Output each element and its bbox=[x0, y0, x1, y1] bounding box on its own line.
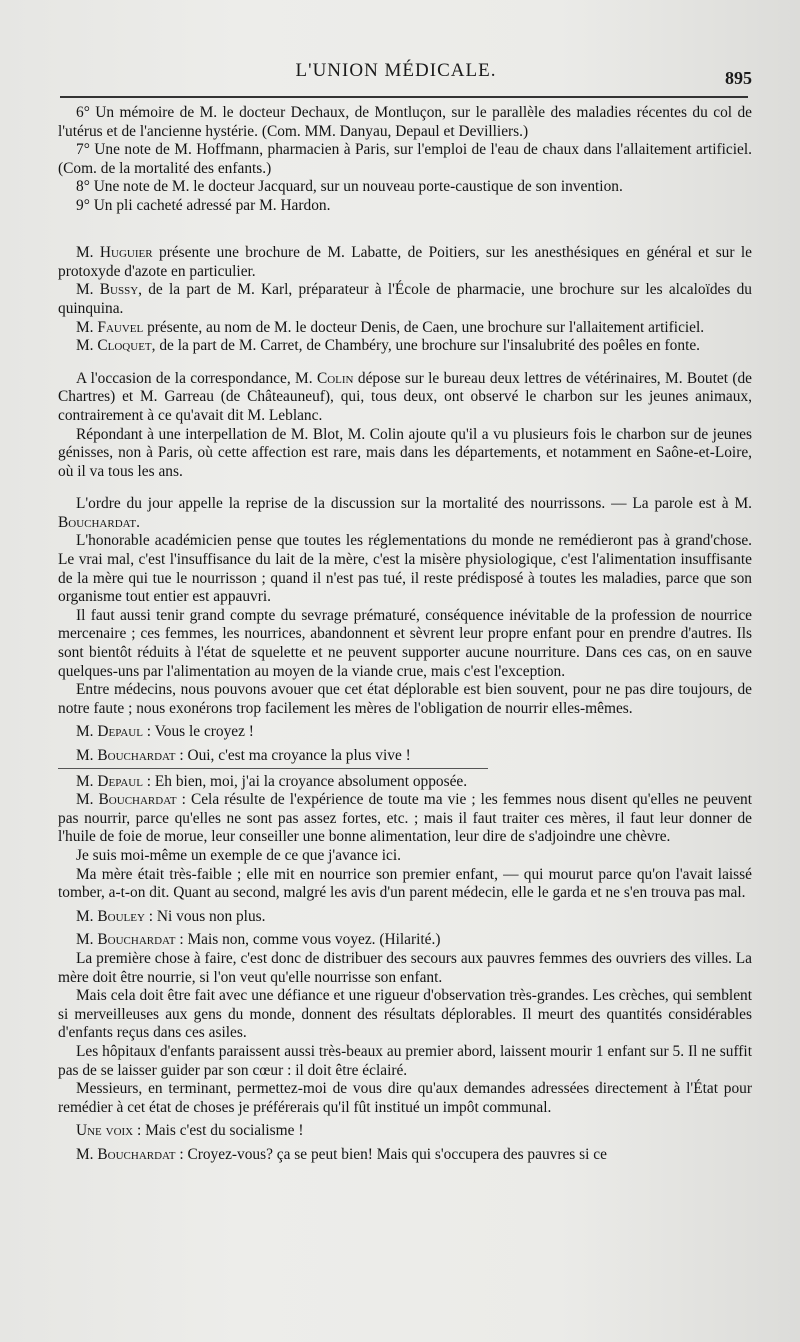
paragraph bbox=[58, 426, 752, 482]
speaker-name: M. Huguier bbox=[76, 244, 153, 262]
speaker-name: M. Cloquet bbox=[76, 337, 152, 355]
paragraph-text: : Vous le croyez ! bbox=[142, 723, 254, 741]
paragraph-text: Il faut aussi tenir grand compte du sevrage prématuré, conséquence inévitable de la profession de nourrice mercenaire ; ces femmes, les nourrices, abandonnent et sèvrent leur propre enfant pour en prendre d'autres. Ils sont bientôt réduits à l'état de squelette et ne peuvent supporter aucune nourriture. Dans ces cas, on en sauve quelques-uns par l'alimentation au moyen de la viande crue, mais c'est l'exception. bbox=[58, 606, 752, 680]
speaker-name: M. Bussy bbox=[76, 281, 139, 299]
paragraph bbox=[58, 244, 752, 281]
speaker-name: Bouchardat bbox=[58, 513, 137, 531]
paragraph-text: : Mais c'est du socialisme ! bbox=[133, 1122, 304, 1140]
paragraph bbox=[58, 337, 752, 356]
paragraph bbox=[58, 104, 752, 141]
paragraph bbox=[58, 141, 752, 178]
speaker-name: M. Bouley bbox=[76, 907, 145, 925]
paragraph-text: Messieurs, en terminant, permettez-moi de vous dire qu'aux demandes adressées directement à l'État pour remédier à cet état de choses je préférerais qu'il fût institué un impôt communal. bbox=[58, 1080, 752, 1116]
paragraph-text: 9° Un pli cacheté adressé par M. Hardon. bbox=[76, 196, 331, 214]
paragraph-text: dépose sur le bureau deux lettres de vétérinaires, M. Boutet (de Chartres) et M. Garreau (de Châteauneuf), qui, tous deux, ont observé le charbon sur les jeunes animaux, contrairement à ce qu'avait dit M. Leblanc. bbox=[58, 369, 752, 424]
paragraph-text: présente, au nom de M. le docteur Denis, de Caen, une brochure sur l'allaitement artificiel. bbox=[143, 318, 705, 336]
paragraph bbox=[58, 950, 752, 987]
paragraph bbox=[58, 723, 752, 742]
paragraph bbox=[58, 319, 752, 338]
paragraph-text: L'ordre du jour appelle la reprise de la discussion sur la mortalité des nourrissons. — La parole est à M. bbox=[76, 495, 752, 513]
paragraph-text: : Croyez-vous? ça se peut bien! Mais qui s'occupera des pauvres si ce bbox=[175, 1145, 607, 1163]
paragraph bbox=[58, 908, 752, 927]
paragraph bbox=[58, 1080, 752, 1117]
paragraph bbox=[58, 987, 752, 1043]
paragraph bbox=[58, 866, 752, 903]
section-divider bbox=[58, 222, 752, 241]
paragraph bbox=[58, 773, 752, 792]
paragraph bbox=[58, 495, 752, 532]
paragraph bbox=[58, 197, 752, 216]
running-title: L'UNION MÉDICALE. bbox=[295, 60, 497, 81]
speaker-name: Une voix bbox=[76, 1122, 134, 1140]
paragraph bbox=[58, 281, 752, 318]
speaker-name: M. Bouchardat bbox=[76, 931, 176, 949]
paragraph-text: L'honorable académicien pense que toutes les réglementations du monde ne remédieront pas à grand'chose. Le vrai mal, c'est l'insuffisance du lait de la mère, c'est la misère physiologique, c'est l'alimentation insuffisante de la mère qui tue le nourrisson ; quand il n'est pas tué, il reste prédisposé à toutes les maladies, parce que son organisme tout entier est appauvri. bbox=[58, 532, 752, 606]
paragraph bbox=[58, 370, 752, 426]
article-body bbox=[58, 104, 752, 1164]
paragraph-text: A l'occasion de la correspondance, M. bbox=[76, 369, 317, 387]
paragraph-text: Je suis moi-même un exemple de ce que j'avance ici. bbox=[76, 846, 401, 864]
speaker-name: M. Bouchardat bbox=[76, 747, 176, 764]
paragraph-text: Ma mère était très-faible ; elle mit en nourrice son premier enfant, — qui mourut parce qu'on l'avait laissé tomber, a-t-on dit. Quant au second, malgré les avis d'un parent médecin, elle le garda et ne s'en trouva pas mal. bbox=[58, 865, 752, 902]
paragraph bbox=[58, 1146, 752, 1165]
paragraph-text: : Cela résulte de l'expérience de toute ma vie ; les femmes nous disent qu'elles ne peuvent pas nourrir, parce qu'elles ne sont pas assez fortes, etc. ; mais il faut traiter ces mères, il faut leur donner de l'huile de foie de morue, leur conseiller une bonne alimentation, leur dire de s'adjoindre une chèvre. bbox=[58, 791, 752, 846]
paragraph-text: Entre médecins, nous pouvons avouer que cet état déplorable est bien souvent, pour ne pas dire toujours, de notre faute ; nous exonérons trop facilement les mères de l'obligation de nourrir elles-mêmes. bbox=[58, 681, 752, 717]
paragraph bbox=[58, 1122, 752, 1141]
speaker-name: M. Fauvel bbox=[76, 318, 144, 336]
paragraph bbox=[58, 931, 752, 950]
paragraph-text: : Oui, c'est ma croyance la plus vive ! bbox=[175, 747, 411, 764]
paragraph-text: La première chose à faire, c'est donc de distribuer des secours aux pauvres femmes des ouvriers des villes. La mère doit être nourrie, si l'on veut qu'elle nourrisse son enfant. bbox=[58, 949, 752, 986]
paragraph-text: 6° Un mémoire de M. le docteur Dechaux, de Montluçon, sur le parallèle des maladies récentes du col de l'utérus et de l'ancienne hystérie. (Com. MM. Danyau, Depaul et Devilliers.) bbox=[58, 104, 752, 140]
header-rule bbox=[60, 96, 748, 98]
paragraph-text: 8° Une note de M. le docteur Jacquard, sur un nouveau porte-caustique de son invention. bbox=[76, 178, 623, 196]
paragraph bbox=[58, 747, 752, 766]
paragraph-text: : Eh bien, moi, j'ai la croyance absolument opposée. bbox=[142, 772, 468, 790]
paragraph-text: . bbox=[136, 513, 140, 531]
paragraph-text: Les hôpitaux d'enfants paraissent aussi très-beaux au premier abord, laissent mourir 1 enfant sur 5. Il ne suffit pas de se laisser guider par son cœur : il doit être éclairé. bbox=[58, 1042, 752, 1079]
paragraph-text: Répondant à une interpellation de M. Blot, M. Colin ajoute qu'il a vu plusieurs fois le charbon sur de jeunes génisses, non à Paris, où cette affection est rare, mais dans les départements, et notamment en Saône-et-Loire, où il va tous les ans. bbox=[58, 425, 752, 480]
paragraph bbox=[58, 607, 752, 681]
paragraph-text: 7° Une note de M. Hoffmann, pharmacien à Paris, sur l'emploi de l'eau de chaux dans l'allaitement artificiel. (Com. de la mortalité des enfants.) bbox=[58, 141, 752, 177]
paragraph bbox=[58, 681, 752, 718]
paragraph bbox=[58, 847, 752, 866]
speaker-name: M. Depaul bbox=[76, 772, 143, 790]
paragraph-text: présente une brochure de M. Labatte, de Poitiers, sur les anesthésiques en général et sur le protoxyde d'azote en particulier. bbox=[58, 244, 753, 280]
speaker-name: Colin bbox=[316, 369, 354, 387]
paragraph bbox=[58, 1043, 752, 1080]
paragraph-text: Mais cela doit être fait avec une défiance et une rigueur d'observation très-grandes. Les crèches, qui semblent si merveilleuses aux gens du monde, donnent des résultats déplorables. Il meurt des quantités considérables d'enfants reçus dans ces asiles. bbox=[58, 987, 752, 1042]
paragraph bbox=[58, 791, 752, 847]
paragraph-text: , de la part de M. Karl, préparateur à l'École de pharmacie, une brochure sur les alcaloïdes du quinquina. bbox=[58, 281, 752, 317]
paragraph-text: : Mais non, comme vous voyez. (Hilarité.) bbox=[175, 931, 441, 949]
paragraph bbox=[58, 532, 752, 606]
paragraph-text: , de la part de M. Carret, de Chambéry, une brochure sur l'insalubrité des poêles en fonte. bbox=[151, 337, 701, 355]
speaker-name: M. Depaul bbox=[76, 723, 143, 741]
page-number: 895 bbox=[725, 68, 752, 88]
speaker-name: M. Bouchardat bbox=[76, 1145, 176, 1163]
paragraph bbox=[58, 178, 752, 197]
divider-line bbox=[58, 768, 488, 769]
speaker-name: M. Bouchardat bbox=[76, 791, 177, 809]
page-header bbox=[40, 60, 752, 90]
paragraph-text: : Ni vous non plus. bbox=[144, 907, 266, 925]
